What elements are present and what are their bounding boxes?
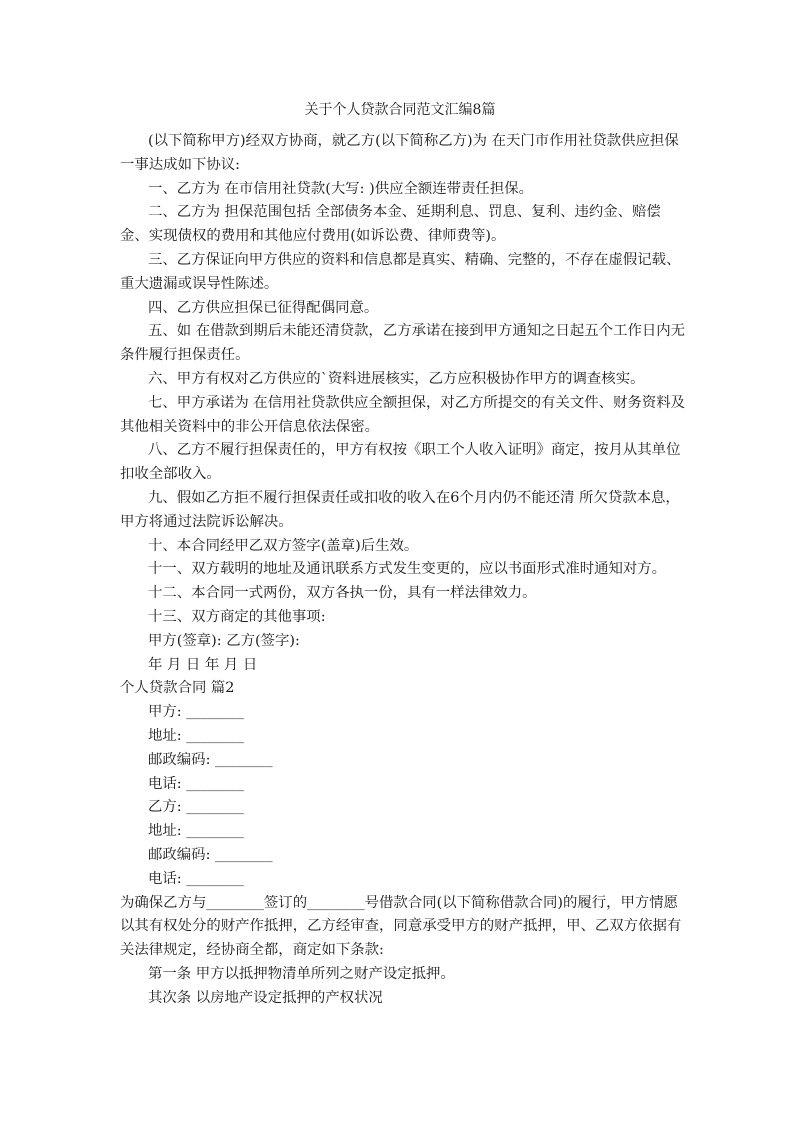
paragraph: 地址: ________ — [148, 727, 244, 744]
paragraph: 一、乙方为 在市信用社贷款(大写: )供应全额连带责任担保。 — [148, 180, 533, 197]
paragraph: 三、乙方保证向甲方供应的资料和信息都是真实、精确、完整的，不存在虚假记载、重大遗漏或误导性陈述。 — [120, 251, 681, 292]
paragraph: 电话: ________ — [148, 870, 244, 887]
paragraph: 五、如 在借款到期后未能还清贷款，乙方承诺在接到甲方通知之日起五个工作日内无条件履行担保责任。 — [120, 323, 686, 364]
paragraph: 九、假如乙方拒不履行担保责任或扣收的收入在6个月内仍不能还清 所欠贷款本息，甲方将通过法院诉讼解决。 — [120, 489, 680, 530]
paragraph: 甲方: ________ — [148, 704, 244, 721]
paragraph: 八、乙方不履行担保责任的，甲方有权按《职工个人收入证明》商定，按月从其单位扣收全部收入。 — [120, 442, 681, 483]
paragraph: 年 月 日 年 月 日 — [148, 656, 258, 673]
paragraph: 为确保乙方与________签订的________号借款合同(以下简称借款合同)的履行，甲方情愿以其有权处分的财产作抵押，乙方经审查，同意承受甲方的财产抵押，甲、乙双方依据有关法律规定，经协商全都，商定如下条款: — [120, 894, 682, 959]
paragraph: 邮政编码: ________ — [148, 751, 273, 768]
document-title: 关于个人贷款合同范文汇编8篇 — [304, 102, 496, 118]
paragraph: 十、本合同经甲乙双方签字(盖章)后生效。 — [148, 537, 419, 554]
paragraph: 乙方: ________ — [148, 799, 244, 816]
paragraph: 地址: ________ — [148, 823, 244, 840]
paragraph: 其次条 以房地产设定抵押的产权状况 — [148, 989, 383, 1006]
paragraph: 电话: ________ — [148, 775, 244, 792]
paragraph: 甲方(签章): 乙方(签字): — [148, 632, 300, 649]
paragraph: 十二、本合同一式两份，双方各执一份，具有一样法律效力。 — [148, 585, 537, 602]
paragraph: 七、甲方承诺为 在信用社贷款供应全额担保，对乙方所提交的有关文件、财务资料及其他相关资料中的非公开信息依法保密。 — [120, 394, 686, 435]
paragraph: 邮政编码: ________ — [148, 846, 273, 863]
paragraph: 十三、双方商定的其他事项: — [148, 608, 326, 625]
paragraph: 十一、双方载明的地址及通讯联系方式发生变更的，应以书面形式准时通知对方。 — [148, 561, 667, 578]
paragraph: (以下简称甲方)经双方协商，就乙方(以下简称乙方)为 在天门市作用社贷款供应担保一事达成如下协议: — [120, 133, 679, 173]
paragraph: 第一条 甲方以抵押物清单所列之财产设定抵押。 — [148, 965, 455, 982]
paragraph: 个人贷款合同 篇2 — [120, 680, 235, 697]
paragraph: 二、乙方为 担保范围包括 全部债务本金、延期利息、罚息、复利、违约金、赔偿金、实现债权的费用和其他应付费用(如诉讼费、律师费等)。 — [120, 204, 661, 245]
paragraph: 四、乙方供应担保已征得配偶同意。 — [148, 299, 379, 316]
document-body — [120, 130, 688, 1010]
paragraph: 六、甲方有权对乙方供应的`资料进展核实，乙方应积极协作甲方的调查核实。 — [148, 370, 645, 387]
